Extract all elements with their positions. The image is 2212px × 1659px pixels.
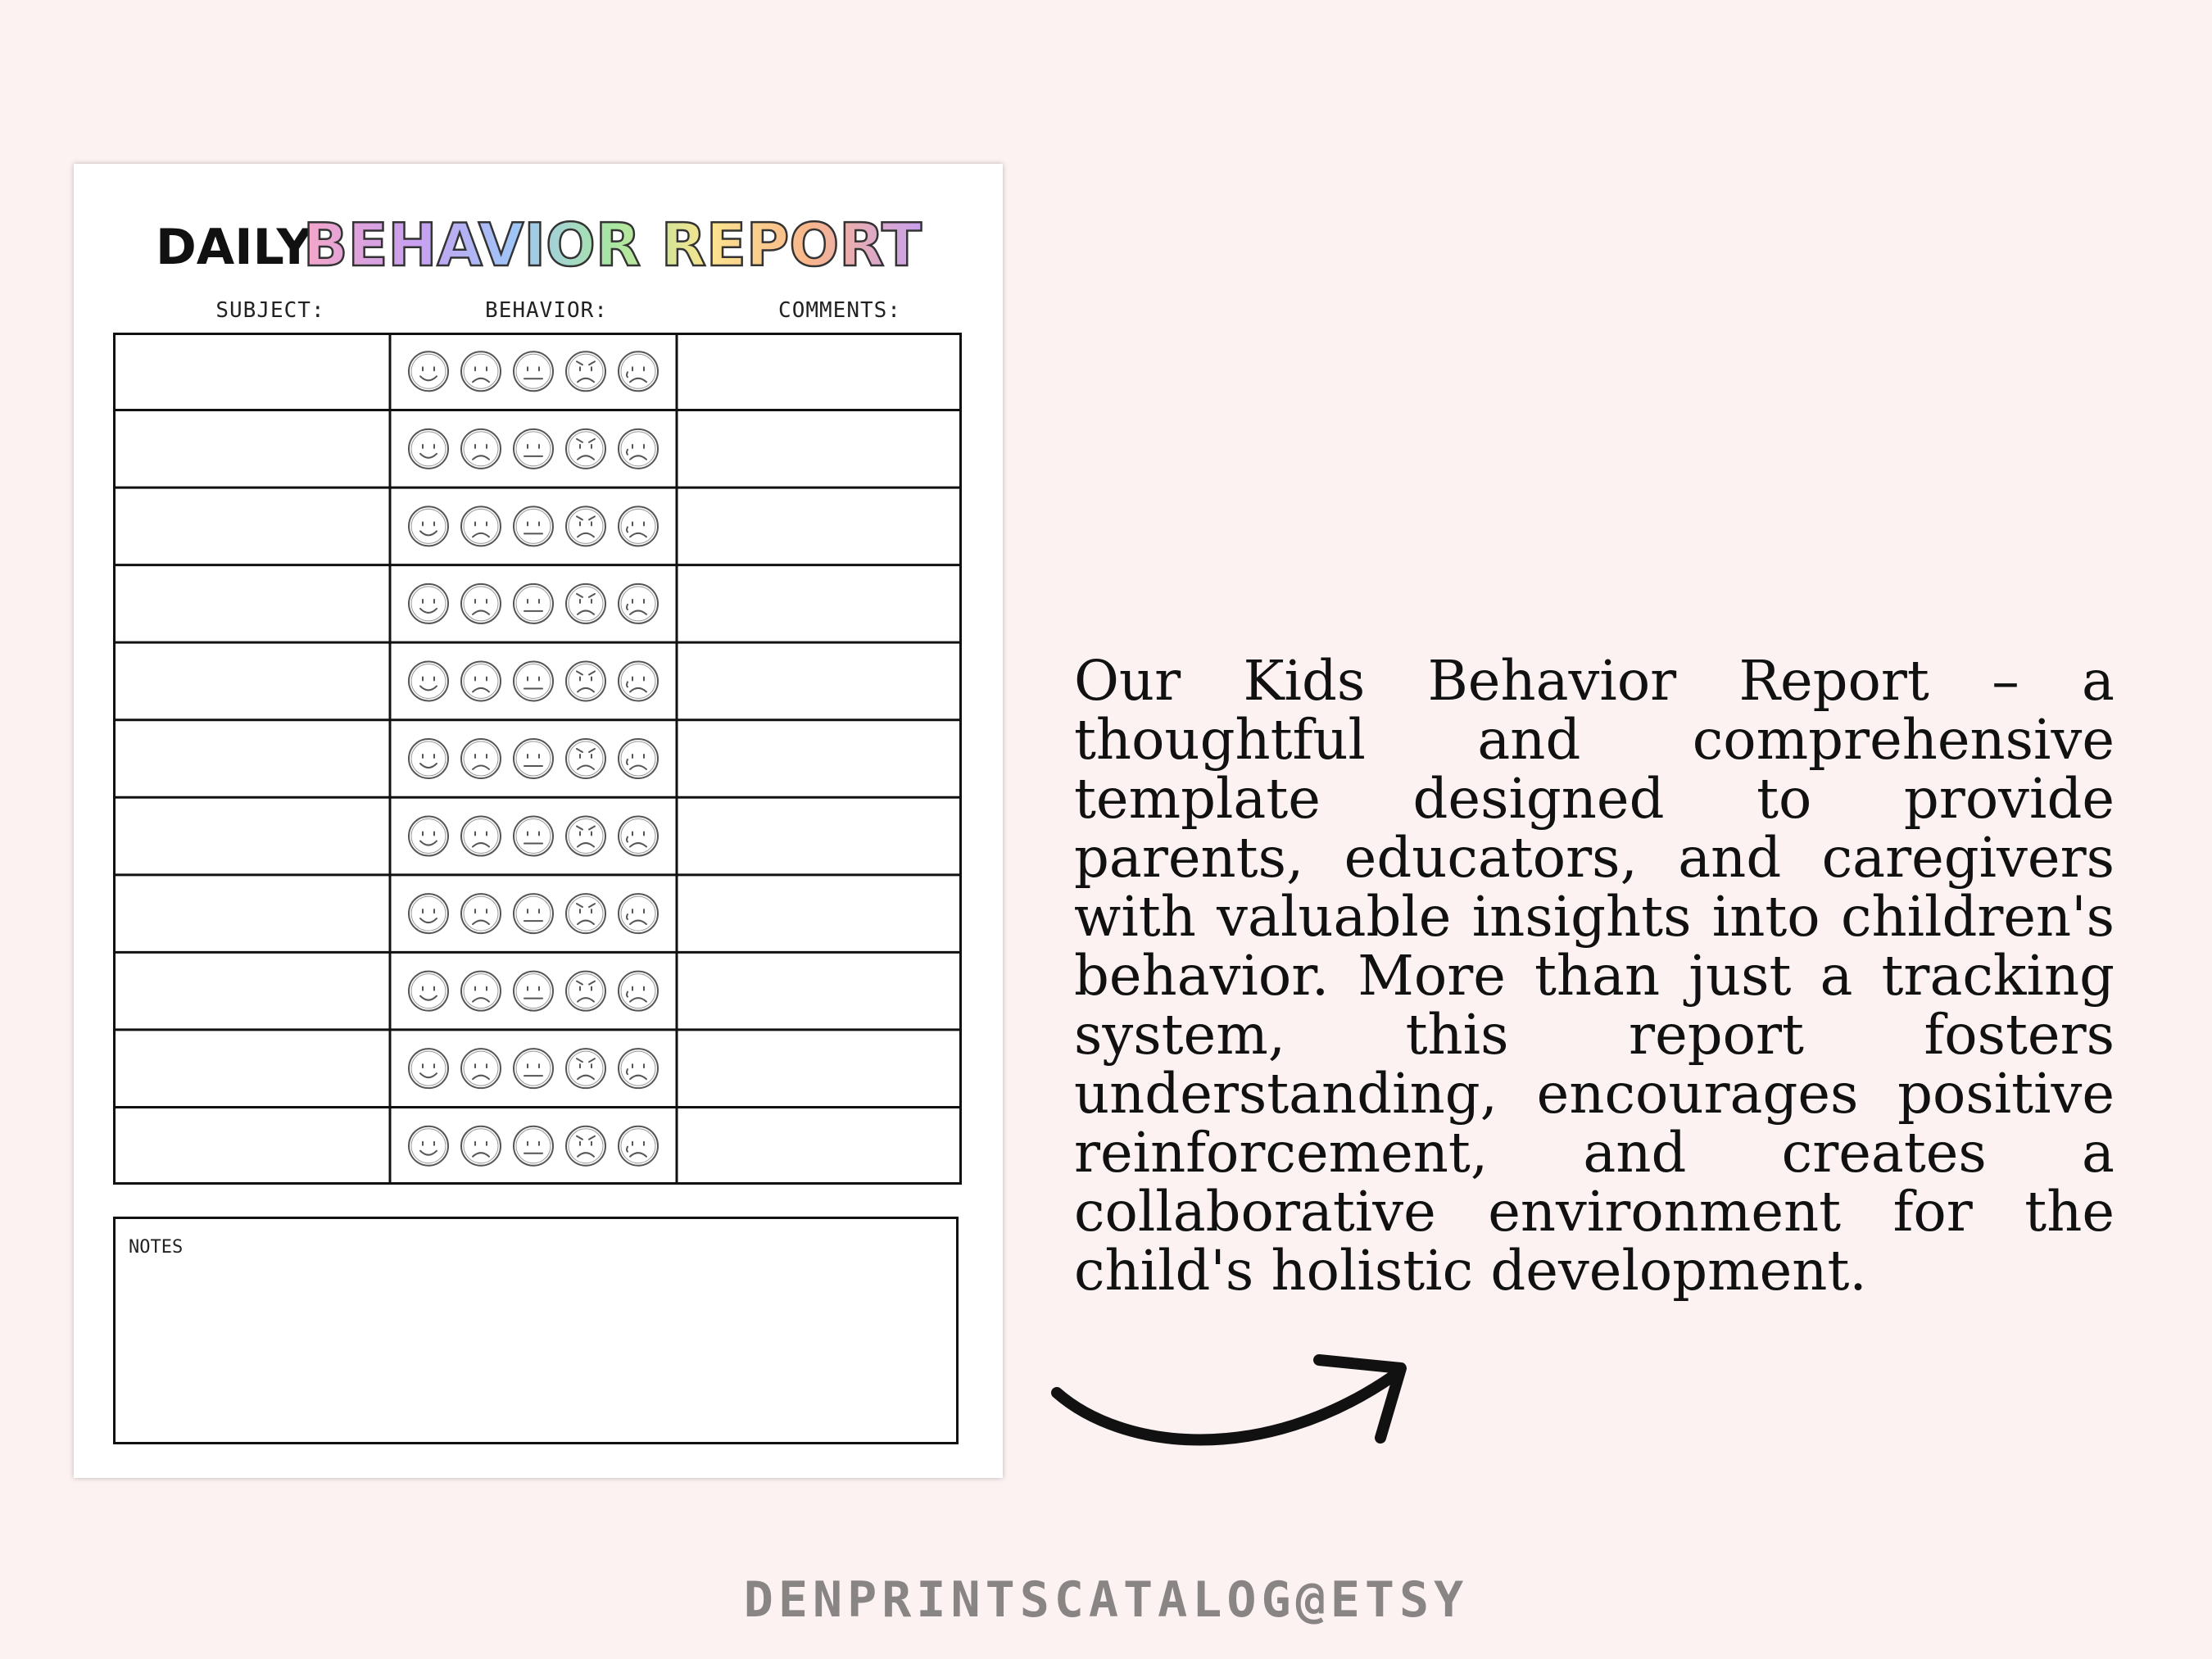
crying-face-icon[interactable] — [619, 817, 658, 856]
smiling-face-icon[interactable] — [409, 584, 448, 623]
angry-face-icon[interactable] — [566, 1049, 605, 1088]
angry-face-icon[interactable] — [566, 429, 605, 469]
angry-face-icon[interactable] — [566, 739, 605, 778]
crying-face-icon[interactable] — [619, 351, 658, 391]
neutral-face-icon[interactable] — [514, 972, 553, 1011]
title-prefix: DAILY — [156, 219, 312, 276]
crying-face-icon[interactable] — [619, 429, 658, 469]
neutral-face-icon[interactable] — [514, 894, 553, 933]
neutral-face-icon[interactable] — [514, 817, 553, 856]
neutral-face-icon[interactable] — [514, 1126, 553, 1166]
sad-face-icon[interactable] — [461, 817, 501, 856]
crying-face-icon[interactable] — [619, 1049, 658, 1088]
column-header-subject: SUBJECT: — [215, 298, 325, 323]
column-header-behavior: BEHAVIOR: — [485, 298, 608, 323]
smiling-face-icon[interactable] — [409, 506, 448, 546]
behavior-table — [113, 333, 962, 1185]
smiling-face-icon[interactable] — [409, 351, 448, 391]
smiling-face-icon[interactable] — [409, 429, 448, 469]
angry-face-icon[interactable] — [566, 506, 605, 546]
angry-face-icon[interactable] — [566, 1126, 605, 1166]
table-row — [409, 972, 658, 1011]
table-row — [409, 429, 658, 469]
smiling-face-icon[interactable] — [409, 661, 448, 700]
crying-face-icon[interactable] — [619, 972, 658, 1011]
crying-face-icon[interactable] — [619, 739, 658, 778]
table-row — [409, 1126, 658, 1166]
column-header-comments: COMMENTS: — [778, 298, 901, 323]
angry-face-icon[interactable] — [566, 584, 605, 623]
smiling-face-icon[interactable] — [409, 1126, 448, 1166]
crying-face-icon[interactable] — [619, 661, 658, 700]
crying-face-icon[interactable] — [619, 506, 658, 546]
notes-label: NOTES — [129, 1237, 184, 1258]
table-border — [115, 334, 961, 1184]
sad-face-icon[interactable] — [461, 661, 501, 700]
sad-face-icon[interactable] — [461, 1126, 501, 1166]
neutral-face-icon[interactable] — [514, 429, 553, 469]
table-row — [409, 894, 658, 933]
sad-face-icon[interactable] — [461, 1049, 501, 1088]
crying-face-icon[interactable] — [619, 1126, 658, 1166]
title-main: BEHAVIOR REPORT — [303, 211, 922, 279]
angry-face-icon[interactable] — [566, 661, 605, 700]
sad-face-icon[interactable] — [461, 351, 501, 391]
smiling-face-icon[interactable] — [409, 1049, 448, 1088]
angry-face-icon[interactable] — [566, 972, 605, 1011]
sad-face-icon[interactable] — [461, 739, 501, 778]
report-sheet — [74, 164, 1003, 1478]
neutral-face-icon[interactable] — [514, 661, 553, 700]
table-row — [409, 739, 658, 778]
sad-face-icon[interactable] — [461, 584, 501, 623]
smiling-face-icon[interactable] — [409, 739, 448, 778]
angry-face-icon[interactable] — [566, 351, 605, 391]
neutral-face-icon[interactable] — [514, 739, 553, 778]
sad-face-icon[interactable] — [461, 429, 501, 469]
smiling-face-icon[interactable] — [409, 817, 448, 856]
curved-arrow-icon — [1049, 1344, 1417, 1466]
table-row — [409, 351, 658, 391]
product-description: Our Kids Behavior Report – a thoughtful and comprehensive template designed to provide parents, educators, and caregivers with valuable insights into children's behavior. More than just a tracking system, this report fosters understanding, encourages positive reinforcement, and creates a collaborative environment for the child's holistic development. — [1074, 649, 2115, 1303]
notes-box[interactable] — [113, 1217, 959, 1444]
neutral-face-icon[interactable] — [514, 506, 553, 546]
table-row — [409, 584, 658, 623]
neutral-face-icon[interactable] — [514, 1049, 553, 1088]
neutral-face-icon[interactable] — [514, 351, 553, 391]
crying-face-icon[interactable] — [619, 894, 658, 933]
table-row — [409, 661, 658, 700]
table-row — [409, 1049, 658, 1088]
table-row — [409, 506, 658, 546]
sad-face-icon[interactable] — [461, 894, 501, 933]
sad-face-icon[interactable] — [461, 972, 501, 1011]
shop-credit: DENPRINTSCATALOG@ETSY — [743, 1571, 1469, 1629]
report-title — [156, 198, 926, 288]
smiling-face-icon[interactable] — [409, 972, 448, 1011]
smiling-face-icon[interactable] — [409, 894, 448, 933]
table-row — [409, 817, 658, 856]
neutral-face-icon[interactable] — [514, 584, 553, 623]
angry-face-icon[interactable] — [566, 817, 605, 856]
angry-face-icon[interactable] — [566, 894, 605, 933]
crying-face-icon[interactable] — [619, 584, 658, 623]
sad-face-icon[interactable] — [461, 506, 501, 546]
